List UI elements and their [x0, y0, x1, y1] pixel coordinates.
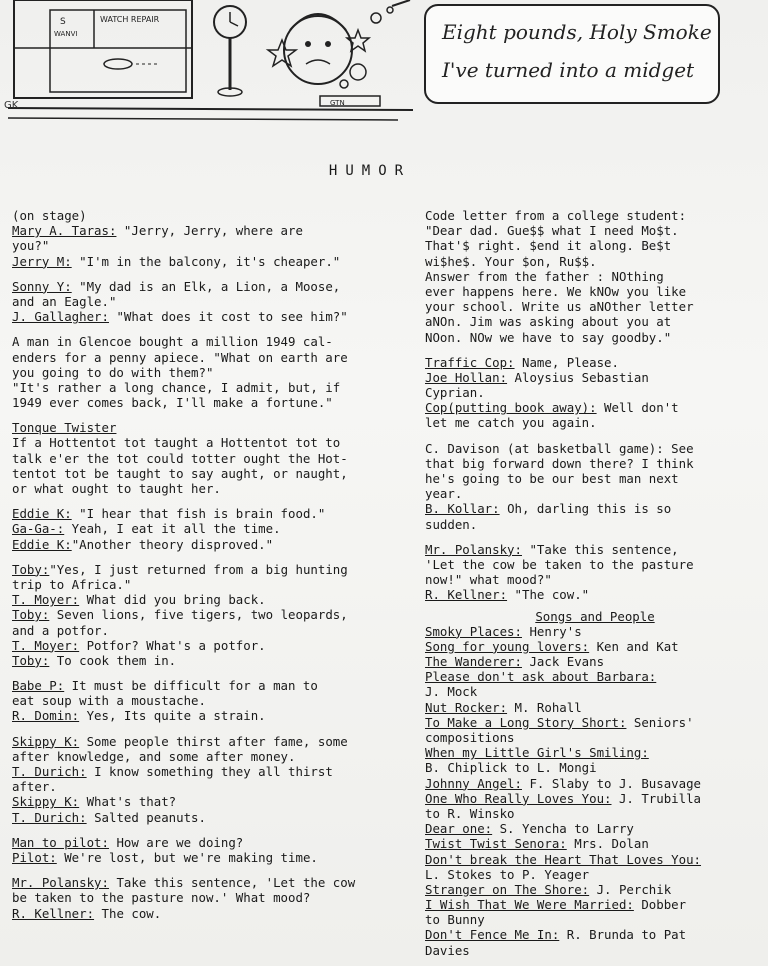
- speaker-label: Skippy K:: [12, 733, 80, 749]
- text-line: after.: [12, 779, 57, 795]
- text-line: NOon. NOw we have to say goodby.": [425, 329, 672, 345]
- star-icon: [347, 30, 369, 51]
- text-line: aNOn. Jim was asking about you at: [425, 314, 672, 330]
- paragraph-gap: [425, 532, 765, 542]
- text-line: Mr. Polansky: "Take this sentence,: [425, 541, 679, 557]
- speaker-label: Jerry M:: [12, 253, 72, 269]
- text-line: Ga-Ga-: Yeah, I eat it all the time.: [12, 521, 281, 537]
- speaker-label: Ga-Ga-:: [12, 521, 65, 537]
- text-line: and a potfor.: [12, 622, 109, 638]
- text-line: R. Kellner: The cow.: [12, 905, 162, 921]
- text-line: To Make a Long Story Short: Seniors': [425, 714, 694, 730]
- text-line: "It's rather a long chance, I admit, but, if: [12, 379, 341, 395]
- text-line: [425, 852, 765, 867]
- speaker-label: T. Moyer:: [12, 637, 80, 653]
- speaker-label: Eddie K:: [12, 536, 72, 552]
- text-line: R. Domin: Yes, Its quite a strain.: [12, 708, 266, 724]
- text-line: T. Durich: Salted peanuts.: [12, 809, 206, 825]
- left-column: [12, 208, 414, 921]
- speaker-label: Pilot:: [12, 849, 57, 865]
- text-line: to Bunny: [425, 912, 485, 928]
- speaker-label: Mr. Polansky:: [12, 875, 109, 891]
- speaker-label: Toby:: [12, 652, 50, 668]
- speaker-label: When my Little Girl's Smiling:: [425, 745, 649, 761]
- text-line: talk e'er the tot could totter ought the Hot-: [12, 450, 348, 466]
- text-line: Davies: [425, 942, 470, 958]
- scale-reading: GTN: [330, 99, 345, 107]
- text-line: Don't Fence Me In: R. Brunda to Pat: [425, 927, 687, 943]
- speaker-label: Tonque Twister: [12, 420, 117, 436]
- speaker-label: Man to pilot:: [12, 834, 109, 850]
- speaker-label: To Make a Long Story Short:: [425, 714, 627, 730]
- speaker-label: Songs and People: [535, 608, 655, 624]
- paragraph-gap: [12, 269, 414, 279]
- text-line: compositions: [425, 730, 515, 745]
- page-title: HUMOR: [328, 163, 412, 179]
- speaker-label: Eddie K:: [12, 506, 72, 522]
- speaker-label: I Wish That We Were Married:: [425, 897, 634, 913]
- speaker-label: Traffic Cop:: [425, 354, 515, 370]
- speaker-label: One Who Really Loves You:: [425, 790, 612, 806]
- caption-line-1: Eight pounds, Holy Smoke: [442, 20, 712, 44]
- speaker-label: J. Gallagher:: [12, 309, 109, 325]
- text-line: T. Moyer: Potfor? What's a potfor.: [12, 637, 266, 653]
- text-line: and an Eagle.": [12, 293, 117, 309]
- text-line: Traffic Cop: Name, Please.: [425, 354, 619, 370]
- text-line: Joe Hollan: Aloysius Sebastian: [425, 369, 649, 385]
- text-line: Toby: To cook them in.: [12, 652, 177, 668]
- text-line: Cyprian.: [425, 385, 485, 401]
- text-line: A man in Glencoe bought a million 1949 cal-: [12, 334, 333, 350]
- text-line: One Who Really Loves You: J. Trubilla: [425, 790, 702, 806]
- speaker-label: Babe P:: [12, 678, 65, 694]
- paragraph-gap: [425, 431, 765, 441]
- text-line: tentot tot be taught to say aught, or naught,: [12, 465, 348, 481]
- speaker-label: Please don't ask about Barbara:: [425, 669, 657, 685]
- text-line: [425, 669, 765, 684]
- text-line: R. Kellner: "The cow.": [425, 587, 590, 603]
- text-line: J. Mock: [425, 684, 478, 700]
- speaker-label: T. Durich:: [12, 809, 87, 825]
- shop-sign-text: WATCH REPAIR: [100, 15, 160, 24]
- text-line: Pilot: We're lost, but we're making time.: [12, 849, 318, 865]
- speaker-label: Nut Rocker:: [425, 699, 508, 715]
- text-line: eat soup with a moustache.: [12, 693, 206, 709]
- paragraph-gap: [12, 324, 414, 334]
- text-line: B. Chiplick to L. Mongi: [425, 760, 597, 776]
- text-line: [425, 609, 765, 624]
- speaker-label: R. Kellner:: [12, 905, 95, 921]
- cartoon-illustration: [8, 0, 418, 130]
- text-line: Dear one: S. Yencha to Larry: [425, 821, 634, 837]
- text-line: sudden.: [425, 516, 478, 532]
- paragraph-gap: [425, 345, 765, 355]
- text-line: Mary A. Taras: "Jerry, Jerry, where are: [12, 223, 303, 239]
- speaker-label: Johnny Angel:: [425, 775, 522, 791]
- text-line: C. Davison (at basketball game): See: [425, 440, 694, 456]
- text-line: after knowledge, and some after money.: [12, 748, 296, 764]
- paragraph-gap: [12, 724, 414, 734]
- speaker-label: Smoky Places:: [425, 623, 522, 639]
- text-line: Nut Rocker: M. Rohall: [425, 699, 582, 715]
- text-line: Babe P: It must be difficult for a man to: [12, 678, 318, 694]
- text-line: "Dear dad. Gue$$ what I need Mo$t.: [425, 223, 679, 239]
- text-line: If a Hottentot tot taught a Hottentot tot to: [12, 435, 341, 451]
- text-line: that big forward down there? I think: [425, 455, 694, 471]
- speaker-label: Toby:: [12, 561, 50, 577]
- text-line: B. Kollar: Oh, darling this is so: [425, 501, 672, 517]
- speaker-label: Song for young lovers:: [425, 638, 590, 654]
- text-line: (on stage): [12, 208, 87, 223]
- text-line: you going to do with them?": [12, 364, 214, 380]
- speaker-label: Don't Fence Me In:: [425, 927, 560, 943]
- text-line: J. Gallagher: "What does it cost to see him?": [12, 309, 348, 325]
- text-line: Skippy K: What's that?: [12, 794, 177, 810]
- text-line: 1949 ever comes back, I'll make a fortune.": [12, 395, 333, 411]
- text-line: Sonny Y: "My dad is an Elk, a Lion, a Moose,: [12, 278, 341, 294]
- text-line: he's going to be our best man next: [425, 471, 679, 486]
- speaker-label: T. Moyer:: [12, 592, 80, 608]
- text-line: you?": [12, 238, 50, 254]
- text-line: [425, 745, 765, 760]
- speaker-label: The Wanderer:: [425, 654, 522, 670]
- text-line: Jerry M: "I'm in the balcony, it's cheaper.": [12, 253, 341, 269]
- speaker-label: Mr. Polansky:: [425, 541, 522, 557]
- right-column: [425, 208, 765, 958]
- text-line: your school. Write us aNOther letter: [425, 299, 694, 315]
- speaker-label: Mary A. Taras:: [12, 223, 117, 239]
- speaker-label: B. Kollar:: [425, 501, 500, 517]
- text-line: Skippy K: Some people thirst after fame, some: [12, 733, 348, 749]
- text-line: to R. Winsko: [425, 805, 515, 821]
- paragraph-gap: [12, 552, 414, 562]
- speaker-label: Don't break the Heart That Loves You:: [425, 851, 702, 867]
- speaker-label: Dear one:: [425, 821, 493, 837]
- paragraph-gap: [12, 410, 414, 420]
- speaker-label: Sonny Y:: [12, 278, 72, 294]
- text-line: trip to Africa.": [12, 576, 132, 592]
- text-line: Toby:"Yes, I just returned from a big hunting: [12, 561, 348, 577]
- text-line: Man to pilot: How are we doing?: [12, 834, 244, 850]
- speaker-label: Toby:: [12, 607, 50, 623]
- text-line: let me catch you again.: [425, 415, 597, 431]
- text-line: Eddie K: "I hear that fish is brain food.": [12, 506, 326, 522]
- speaker-label: Cop(putting book away):: [425, 400, 597, 416]
- text-line: That'$ right. $end it along. Be$t: [425, 238, 672, 254]
- text-line: Toby: Seven lions, five tigers, two leopards,: [12, 607, 348, 623]
- text-line: The Wanderer: Jack Evans: [425, 654, 605, 670]
- text-line: Eddie K:"Another theory disproved.": [12, 536, 274, 552]
- artist-initials: GK: [4, 100, 19, 111]
- text-line: Stranger on The Shore: J. Perchik: [425, 881, 672, 897]
- star-icon: [268, 40, 296, 66]
- text-line: I Wish That We Were Married: Dobber: [425, 897, 687, 913]
- text-line: now!" what mood?": [425, 572, 552, 588]
- scale-icon: [320, 96, 380, 106]
- text-line: Answer from the father : NOthing: [425, 268, 664, 284]
- text-line: L. Stokes to P. Yeager: [425, 866, 590, 882]
- text-line: Smoky Places: Henry's: [425, 623, 582, 639]
- paragraph-gap: [12, 825, 414, 835]
- text-line: Code letter from a college student:: [425, 208, 687, 223]
- text-line: Cop(putting book away): Well don't: [425, 400, 679, 416]
- speaker-label: T. Durich:: [12, 764, 87, 779]
- speaker-label: Skippy K:: [12, 794, 80, 810]
- caption-line-2: I've turned into a midget: [442, 58, 695, 82]
- paragraph-gap: [12, 496, 414, 506]
- text-line: Mr. Polansky: Take this sentence, 'Let the cow: [12, 875, 356, 891]
- speaker-label: Stranger on The Shore:: [425, 881, 590, 897]
- paragraph-gap: [12, 668, 414, 678]
- text-line: year.: [425, 486, 463, 502]
- text-line: T. Durich: I know something they all thirst: [12, 764, 333, 779]
- speaker-label: R. Kellner:: [425, 587, 508, 603]
- text-line: T. Moyer: What did you bring back.: [12, 592, 266, 608]
- text-line: 'Let the cow be taken to the pasture: [425, 556, 694, 572]
- speaker-label: Joe Hollan:: [425, 369, 508, 385]
- text-line: enders for a penny apiece. "What on earth are: [12, 349, 348, 365]
- paragraph-gap: [12, 865, 414, 875]
- text-line: Twist Twist Senora: Mrs. Dolan: [425, 836, 649, 852]
- text-line: [12, 420, 414, 435]
- speaker-label: Twist Twist Senora:: [425, 836, 567, 852]
- text-line: or what ought to taught her.: [12, 481, 221, 496]
- speaker-label: R. Domin:: [12, 708, 80, 724]
- text-line: Song for young lovers: Ken and Kat: [425, 638, 679, 654]
- text-line: Johnny Angel: F. Slaby to J. Busavage: [425, 775, 702, 791]
- shop-sign-name: WANVI: [54, 30, 78, 38]
- caption-bubble: [424, 4, 720, 104]
- text-line: wi$he$. Your $on, Ru$$.: [425, 253, 597, 269]
- text-line: ever happens here. We kNOw you like: [425, 283, 687, 299]
- shop-sign-letter: S: [60, 17, 66, 27]
- text-line: be taken to the pasture now.' What mood?: [12, 890, 311, 906]
